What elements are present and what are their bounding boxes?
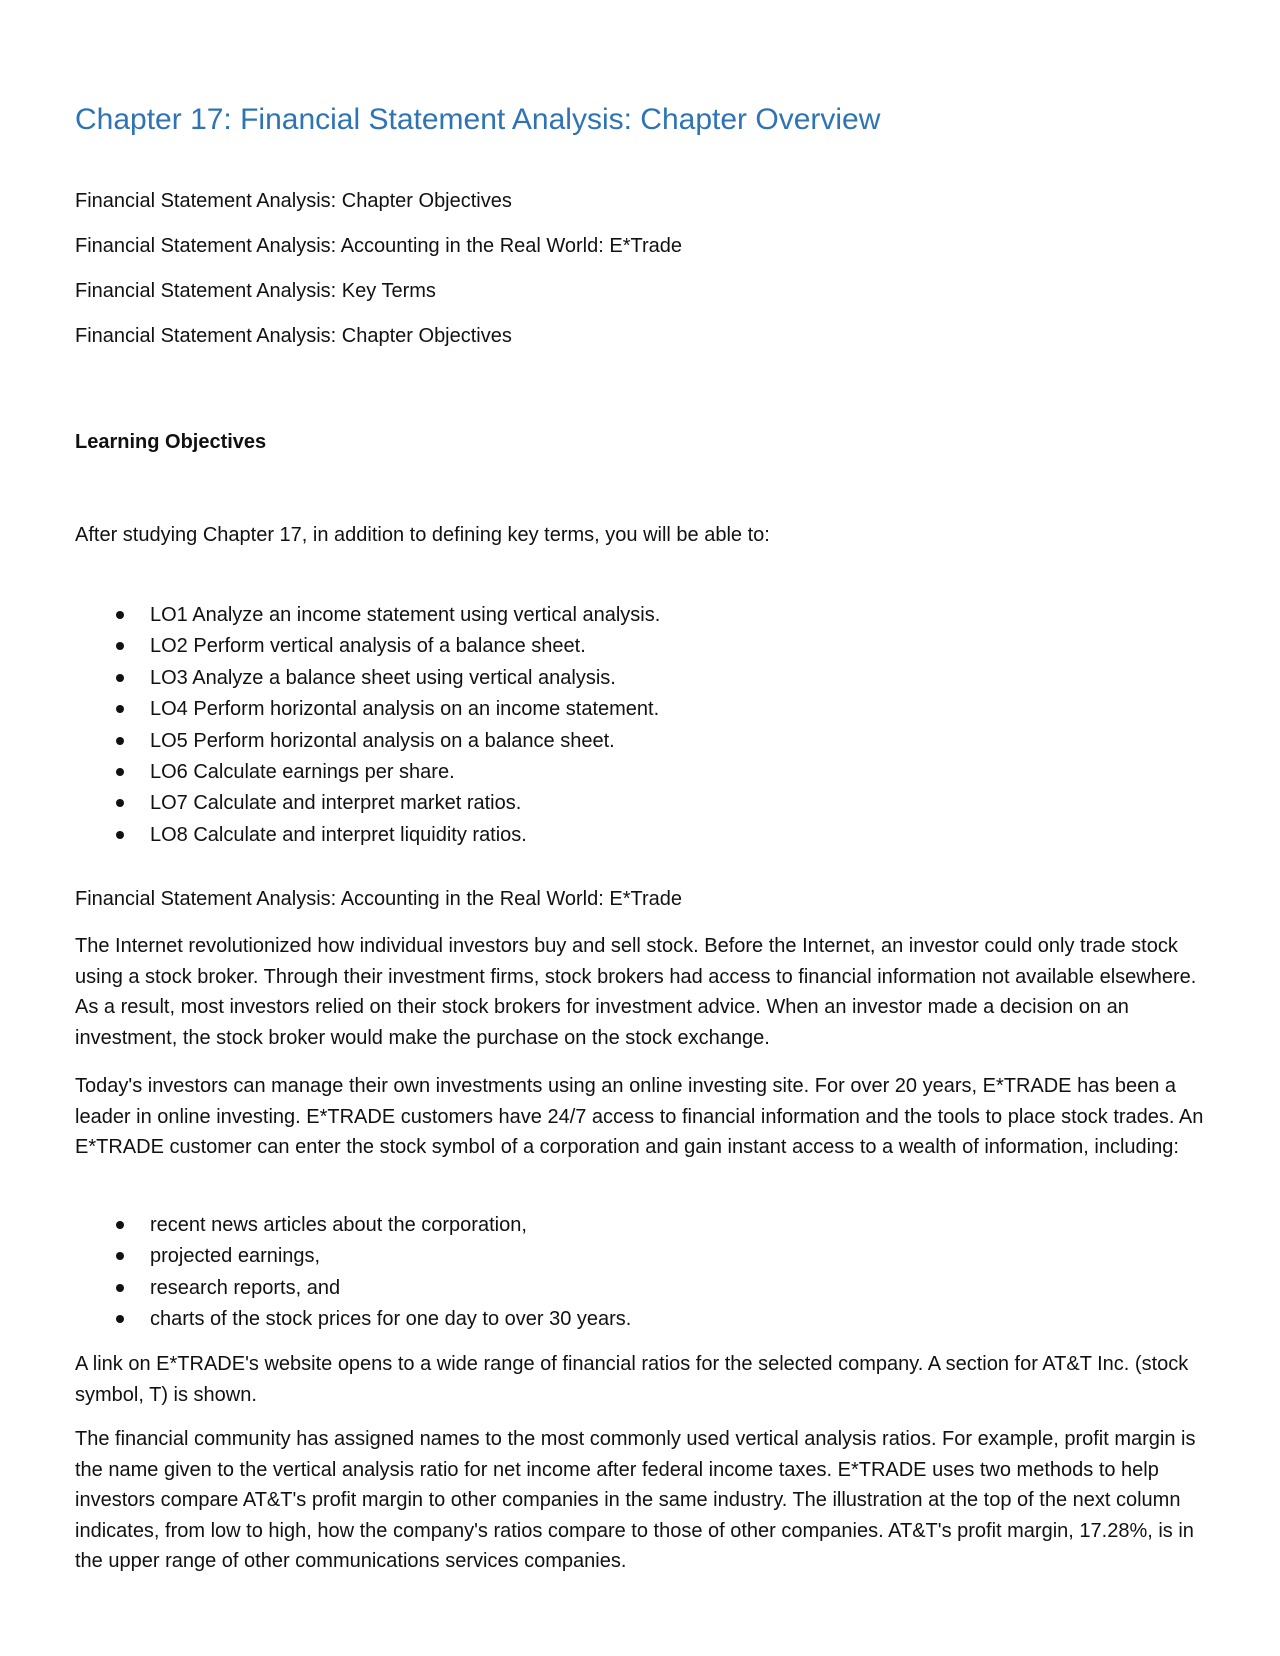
list-item — [110, 759, 660, 790]
list-item — [110, 1275, 631, 1306]
toc-item-chapter-objectives: Financial Statement Analysis: Chapter Objectives — [75, 190, 512, 212]
toc-item-key-terms: Financial Statement Analysis: Key Terms — [75, 280, 436, 302]
paragraph-profit-margin: The financial community has assigned names to the most commonly used vertical analysis ratios. For example, profit margin is the name given to the vertical analysis ratio for net income after federal income taxes. E*TRADE uses two methods to help investors compare AT&T's profit margin to other companies in the same industry. The illustration at the top of the next column indicates, from low to high, how the company's ratios compare to those of other companies. AT&T's profit margin, 17.28%, is in the upper range of other communications services companies. — [75, 1428, 1196, 1572]
objective-text: LO4 Perform horizontal analysis on an income statement. — [150, 698, 660, 721]
list-item — [110, 728, 660, 759]
objective-text: LO6 Calculate earnings per share. — [150, 760, 455, 783]
list-item — [110, 602, 660, 633]
bullet-icon — [116, 768, 124, 776]
list-item — [110, 633, 660, 664]
info-list — [110, 1212, 631, 1338]
list-item — [110, 822, 660, 853]
bullet-icon — [116, 1221, 124, 1229]
info-item-text: charts of the stock prices for one day to over 30 years. — [150, 1308, 632, 1331]
section-title-real-world: Financial Statement Analysis: Accounting in the Real World: E*Trade — [75, 888, 682, 910]
bullet-icon — [116, 1252, 124, 1260]
bullet-icon — [116, 799, 124, 807]
info-item-text: research reports, and — [150, 1276, 341, 1299]
list-item — [110, 790, 660, 821]
paragraph-internet: The Internet revolutionized how individual investors buy and sell stock. Before the Internet, an investor could only trade stock using a stock broker. Through their investment firms, stock brokers had access to financial information not available elsewhere. As a result, most investors relied on their stock brokers for investment advice. When an investor made a decision on an investment, the stock broker would make the purchase on the stock exchange. — [75, 935, 1197, 1049]
objectives-list — [110, 602, 660, 853]
paragraph-ratios-link: A link on E*TRADE's website opens to a wide range of financial ratios for the selected company. A section for AT&T Inc. (stock symbol, T) is shown. — [75, 1353, 1189, 1406]
info-item-text: projected earnings, — [150, 1245, 321, 1268]
bullet-icon — [116, 611, 124, 619]
bullet-icon — [116, 705, 124, 713]
objective-text: LO5 Perform horizontal analysis on a balance sheet. — [150, 729, 615, 752]
bullet-icon — [116, 737, 124, 745]
bullet-icon — [116, 1315, 124, 1323]
learning-objectives-heading: Learning Objectives — [75, 431, 267, 453]
list-item — [110, 1243, 631, 1274]
bullet-icon — [116, 831, 124, 839]
objective-text: LO3 Analyze a balance sheet using vertical analysis. — [150, 666, 616, 689]
toc-item-chapter-objectives-2: Financial Statement Analysis: Chapter Objectives — [75, 325, 512, 347]
list-item — [110, 665, 660, 696]
list-item — [110, 1306, 631, 1337]
paragraph-etrade: Today's investors can manage their own investments using an online investing site. For over 20 years, E*TRADE has been a leader in online investing. E*TRADE customers have 24/7 access to financial information and the tools to place stock trades. An E*TRADE customer can enter the stock symbol of a corporation and gain instant access to a wealth of information, including: — [75, 1075, 1204, 1158]
list-item — [110, 1212, 631, 1243]
objectives-intro: After studying Chapter 17, in addition to defining key terms, you will be able to: — [75, 524, 770, 546]
bullet-icon — [116, 642, 124, 650]
bullet-icon — [116, 674, 124, 682]
list-item — [110, 696, 660, 727]
bullet-icon — [116, 1284, 124, 1292]
objective-text: LO1 Analyze an income statement using vertical analysis. — [150, 604, 661, 626]
objective-text: LO8 Calculate and interpret liquidity ratios. — [150, 823, 527, 846]
objective-text: LO7 Calculate and interpret market ratios. — [150, 792, 522, 815]
objective-text: LO2 Perform vertical analysis of a balance sheet. — [150, 635, 586, 658]
page-title: Chapter 17: Financial Statement Analysis: Chapter Overview — [75, 103, 881, 136]
toc-item-real-world: Financial Statement Analysis: Accounting in the Real World: E*Trade — [75, 235, 682, 257]
info-item-text: recent news articles about the corporation, — [150, 1214, 527, 1236]
